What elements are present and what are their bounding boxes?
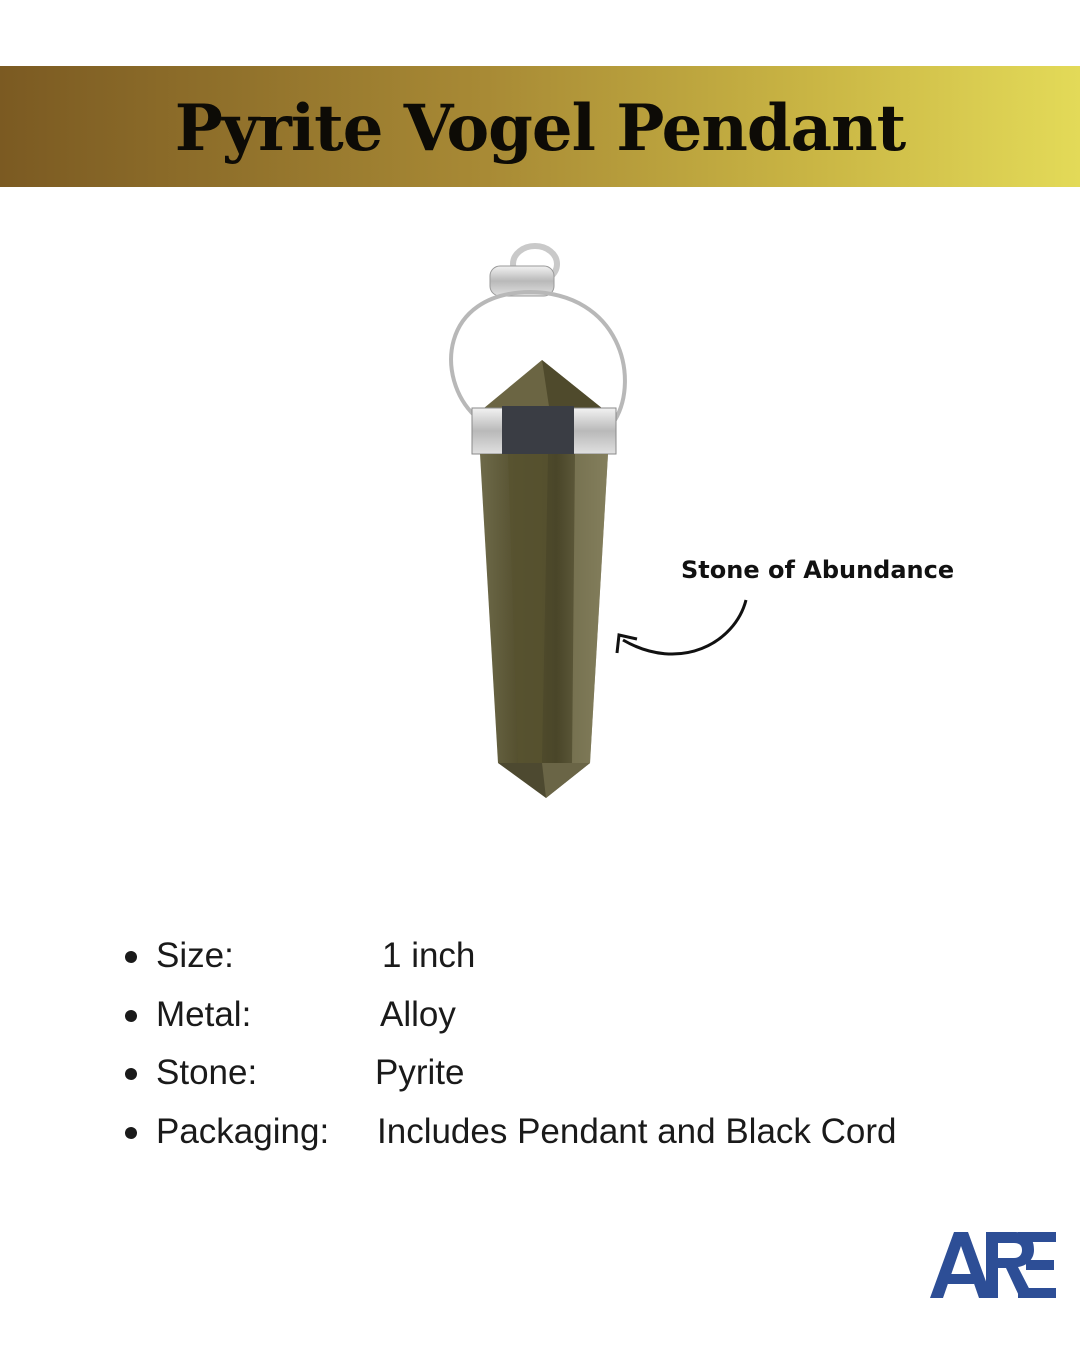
bullet-icon <box>125 1010 137 1022</box>
bullet-icon <box>125 1127 137 1139</box>
spec-label: Packaging: <box>156 1111 330 1151</box>
spec-list <box>120 930 1020 1164</box>
curved-arrow-icon <box>605 595 755 670</box>
title-banner <box>0 66 1080 187</box>
spec-row-stone <box>120 1047 1020 1106</box>
spec-label: Stone: <box>156 1053 258 1092</box>
pendant-image <box>430 238 650 808</box>
callout-label: Stone of Abundance <box>681 556 955 584</box>
bullet-icon <box>125 951 137 963</box>
spec-label: Size: <box>156 936 234 975</box>
spec-value: Pyrite <box>375 1053 465 1092</box>
bullet-icon <box>125 1068 137 1080</box>
brand-logo <box>930 1228 1058 1302</box>
spec-value: 1 inch <box>382 936 476 975</box>
spec-value: Includes Pendant and Black Cord <box>377 1111 897 1151</box>
page-title: Pyrite Vogel Pendant <box>174 91 906 166</box>
spec-row-size <box>120 930 1020 989</box>
logo-text <box>930 1228 932 1230</box>
spec-row-metal <box>120 989 1020 1048</box>
spec-label: Metal: <box>156 994 252 1034</box>
spec-row-packaging <box>120 1106 1020 1165</box>
spec-value: Alloy <box>380 994 456 1034</box>
